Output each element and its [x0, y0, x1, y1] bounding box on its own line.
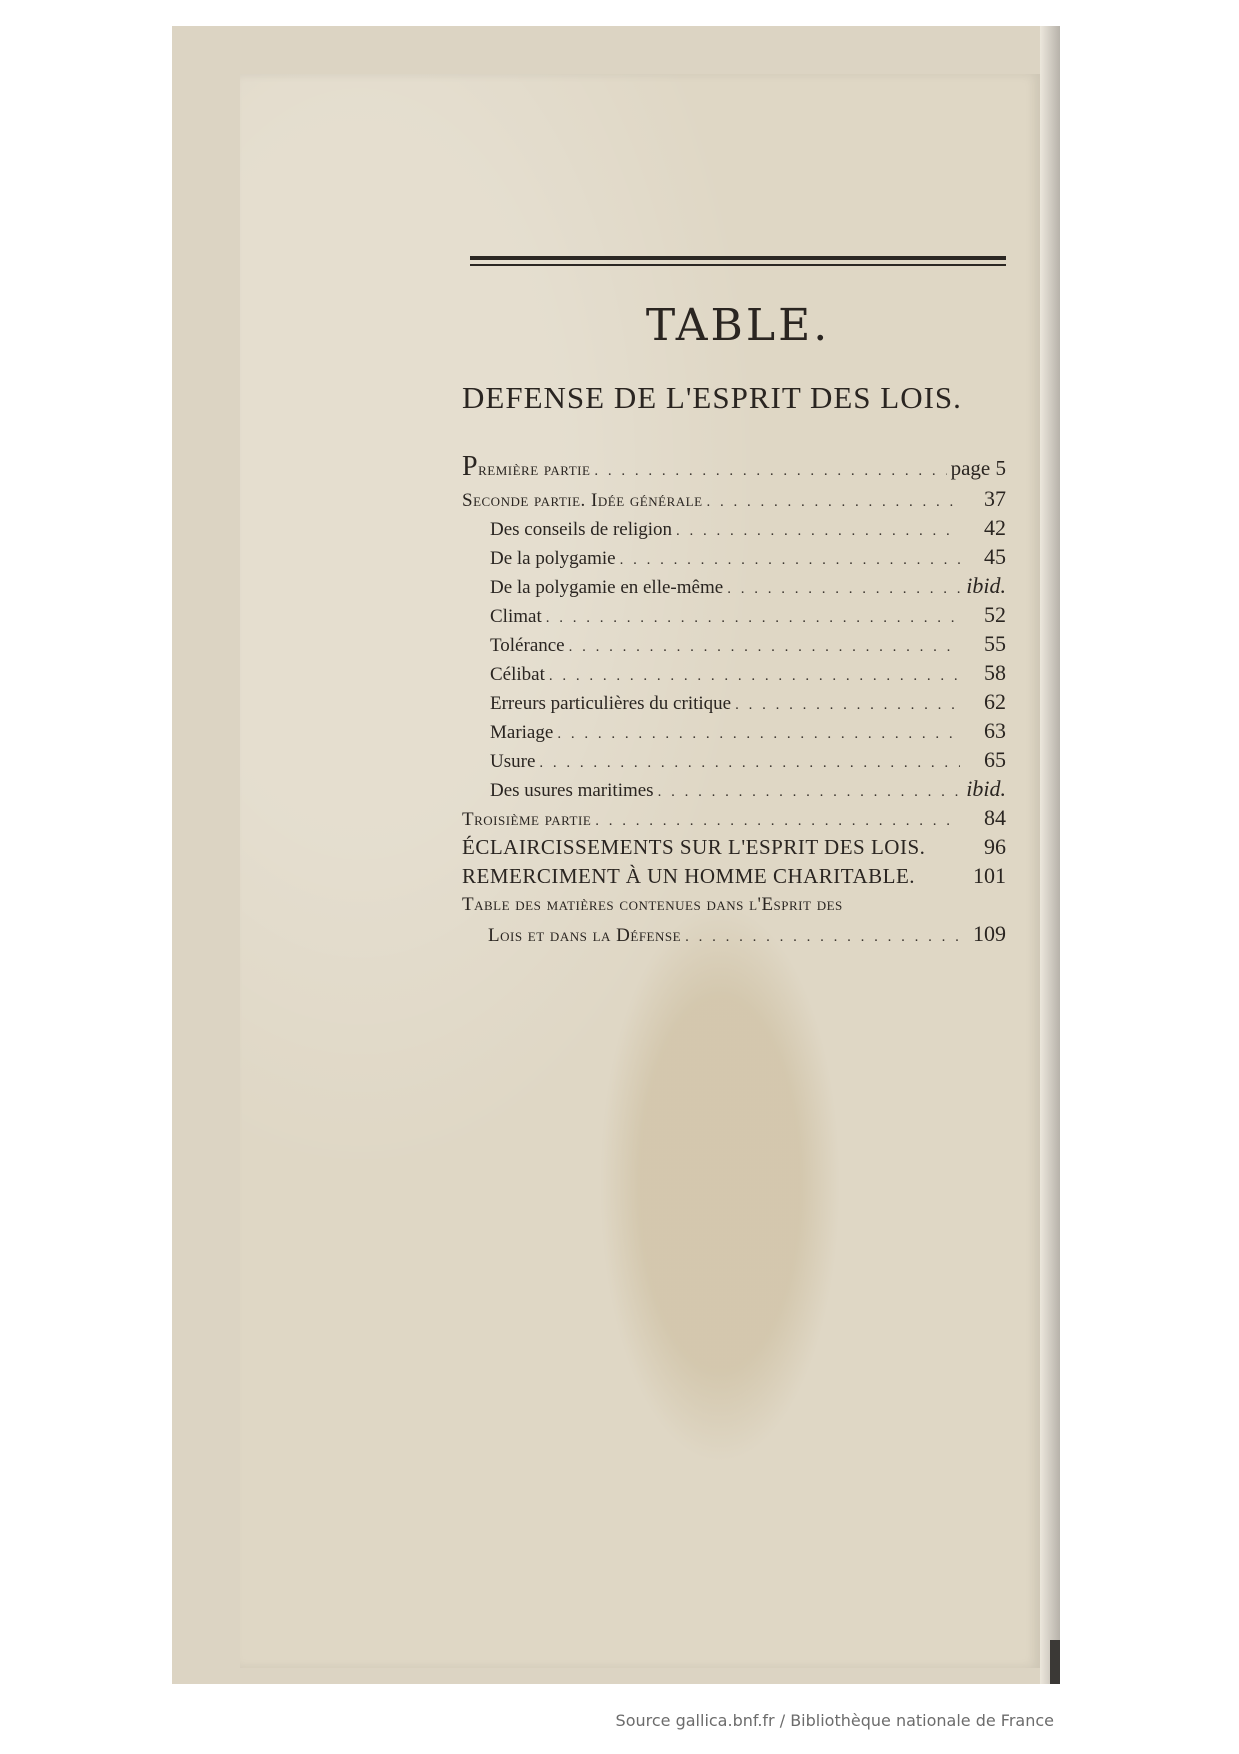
toc-leader-dots	[546, 604, 960, 633]
toc-entry	[490, 571, 1006, 600]
toc-entry	[462, 484, 1006, 513]
toc-entry-page: page 5	[950, 456, 1006, 480]
toc-leader-dots	[569, 633, 960, 662]
toc-entry	[490, 600, 1006, 629]
toc-entry	[462, 861, 1006, 890]
toc-entry-label: Table des matières contenues dans l'Esprit des	[462, 894, 843, 915]
toc-entry	[490, 513, 1006, 542]
toc-entry-page: 52	[984, 602, 1006, 627]
toc-leader-dots	[549, 662, 960, 691]
book-spine	[1040, 26, 1060, 1684]
toc-leader-dots	[658, 778, 960, 807]
source-footer: Source gallica.bnf.fr / Bibliothèque nationale de France	[615, 1711, 1054, 1730]
toc-entry-page: 109	[973, 921, 1006, 946]
toc-entry	[490, 658, 1006, 687]
toc-entry-label: Erreurs particulières du critique	[490, 693, 732, 714]
toc-entry-page: ibid.	[966, 776, 1006, 801]
toc-entry-page: 55	[984, 631, 1006, 656]
toc-entry-page: 101	[973, 863, 1006, 888]
toc-leader-dots	[727, 575, 960, 604]
toc-leader-dots	[620, 546, 960, 575]
toc-entry-label: Tolérance	[490, 635, 565, 656]
toc-entry-label: Mariage	[490, 722, 554, 743]
toc-leader-dots	[676, 517, 960, 546]
toc-leader-dots	[735, 691, 960, 720]
toc-entry-label: Des usures maritimes	[490, 780, 654, 801]
table-of-contents	[462, 452, 1006, 948]
toc-entry-page: 84	[984, 805, 1006, 830]
toc-leader-dots	[685, 923, 960, 952]
toc-entry-label: Des conseils de religion	[490, 519, 673, 540]
toc-entry-label: Lois et dans la Défense	[488, 925, 682, 946]
toc-entry-continuation	[488, 919, 1006, 948]
toc-entry-label: ÉCLAIRCISSEMENTS SUR L'ESPRIT DES LOIS.	[462, 835, 926, 859]
toc-entry	[490, 629, 1006, 658]
toc-entry-label: Usure	[490, 751, 536, 772]
toc-entry	[490, 745, 1006, 774]
toc-entry-page: 63	[984, 718, 1006, 743]
toc-entry-label: De la polygamie	[490, 548, 616, 569]
page-title: TABLE.	[645, 300, 831, 351]
toc-entry-label: Troisième partie	[462, 809, 592, 830]
toc-leader-dots	[707, 488, 960, 517]
header-rule-thick	[470, 256, 1006, 260]
toc-leader-dots	[595, 807, 960, 836]
toc-entry	[490, 687, 1006, 716]
spine-edge	[1050, 1640, 1060, 1684]
header-rule-thin	[470, 264, 1006, 266]
toc-entry	[490, 542, 1006, 571]
toc-entry-label: Climat	[490, 606, 542, 627]
toc-entry-label: De la polygamie en elle-même	[490, 577, 724, 598]
toc-entry	[462, 832, 1006, 861]
toc-leader-dots	[539, 749, 960, 778]
toc-entry	[462, 890, 1006, 919]
toc-entry-label: Célibat	[490, 664, 545, 685]
toc-entry-page: 45	[984, 544, 1006, 569]
toc-entry	[462, 452, 1006, 484]
toc-entry-label: Seconde partie. Idée générale	[462, 490, 703, 511]
toc-entry-label: Première partie	[462, 451, 591, 482]
page-subtitle: DEFENSE DE L'ESPRIT DES LOIS.	[462, 380, 962, 415]
toc-entry-page: 37	[984, 486, 1006, 511]
toc-entry	[462, 803, 1006, 832]
toc-leader-dots	[594, 457, 946, 486]
toc-entry-page: 62	[984, 689, 1006, 714]
toc-entry-page: 42	[984, 515, 1006, 540]
toc-entry-label: REMERCIMENT À UN HOMME CHARITABLE.	[462, 864, 916, 888]
toc-entry-page: ibid.	[966, 573, 1006, 598]
toc-entry-page: 96	[984, 834, 1006, 859]
toc-entry-page: 58	[984, 660, 1006, 685]
toc-entry	[490, 716, 1006, 745]
toc-entry	[490, 774, 1006, 803]
toc-leader-dots	[557, 720, 960, 749]
toc-entry-page: 65	[984, 747, 1006, 772]
